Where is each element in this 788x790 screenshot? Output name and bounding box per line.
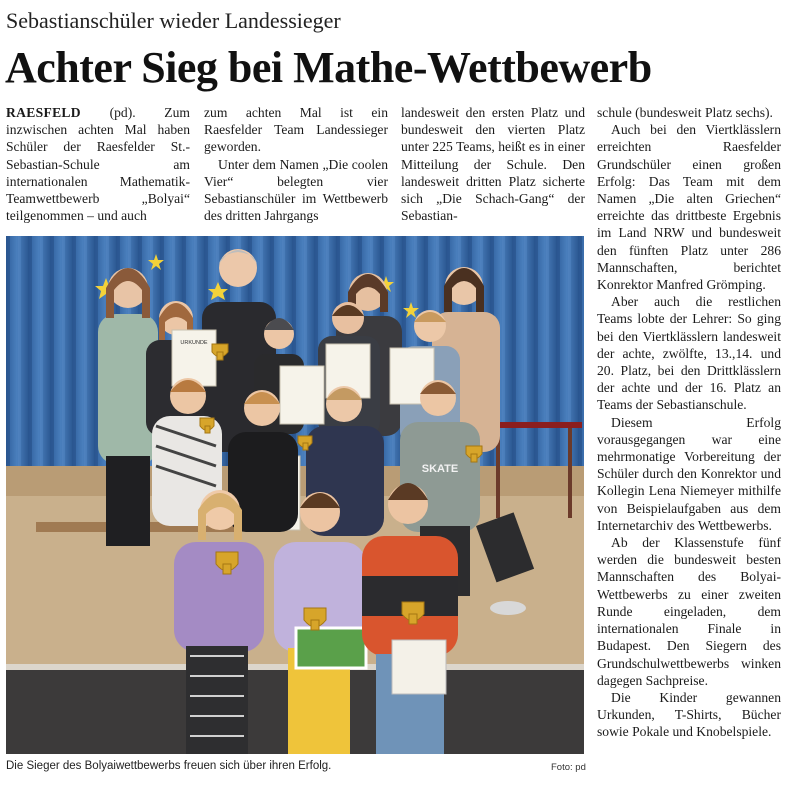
paragraph <box>6 104 190 224</box>
paragraph: Auch bei den Viertklässlern erreichten Raesfelder Grundschüler einen großen Erfolg: Das Team mit dem Namen „Die alten Griechen“ erreichte das drittbeste Ergebnis im Land NRW und bundesweit den fünften Platz unter 286 Mannschaften, berichtet Konrektor Manfred Grömping. <box>597 122 781 293</box>
kicker: Sebastianschüler wieder Landessieger <box>6 8 341 33</box>
paragraph-text: (pd). Zum inzwischen achten Mal haben Schüler der Raesfelder St.-Sebastian-Schule am internationalen Mathematik-Teamwettbewerb „Bolyai“ teilgenommen – und auch <box>6 105 190 224</box>
headline: Achter Sieg bei Mathe-Wettbewerb <box>5 43 652 92</box>
certificate-title: URKUNDE <box>180 340 208 346</box>
article-column-3 <box>401 104 585 224</box>
article-column-4 <box>597 104 781 741</box>
shirt-print: SKATE <box>421 463 459 475</box>
paragraph: Die Kinder gewannen Urkunden, T-Shirts, Bücher sowie Pokale und Knobelspiele. <box>597 689 781 740</box>
paragraph: Ab der Klassenstufe fünf werden die bundesweit besten Mannschaften des Bolyai-Wettbewerbs zu einer zweiten Runde eingeladen, dem internationalen Finale in Budapest. Den Siegern des Grundschulwettbewerbs winken dagegen Sachpreise. <box>597 535 781 688</box>
dateline: RAESFELD <box>6 105 81 120</box>
paragraph: Unter dem Namen „Die coolen Vier“ belegten vier Sebastianschüler im Wettbewerb des dritten Jahrgangs <box>204 156 388 224</box>
photo-caption: Die Sieger des Bolyaiwettbewerbs freuen sich über ihren Erfolg. <box>6 760 332 772</box>
paragraph: Diesem Erfolg vorausgegangen war eine mehrmonatige Vorbereitung der Schüler durch den Konrektor und Kollegin Lena Niemeyer mithilfe von Beispielaufgaben aus dem Internetarchiv des Wettbewerbs. <box>597 414 781 533</box>
paragraph: landesweit den ersten Platz und bundesweit den vierten Platz unter 225 Teams, heißt es in einer Mitteilung der Schule. Den landesweit dritten Platz sicherte sich „Die Schach-Gang“ der Sebastian- <box>401 105 585 224</box>
group-photo-illustration <box>6 236 584 754</box>
photo-credit: Foto: pd <box>551 762 586 773</box>
article-column-2 <box>204 104 388 224</box>
group-photo <box>6 236 584 754</box>
paragraph: Aber auch die restlichen Teams lobte der Lehrer: So ging bei den Viertklässlern landesweit der achte, zwölfte, 13.,14. und 20. Platz, bei den Drittklässlern der achte und der 16. Platz an Teams der Sebastianschule. <box>597 294 781 413</box>
article-column-1 <box>6 104 190 224</box>
paragraph: schule (bundesweit Platz sechs). <box>597 105 773 120</box>
paragraph: zum achten Mal ist ein Raesfelder Team Landessieger geworden. <box>204 105 388 155</box>
